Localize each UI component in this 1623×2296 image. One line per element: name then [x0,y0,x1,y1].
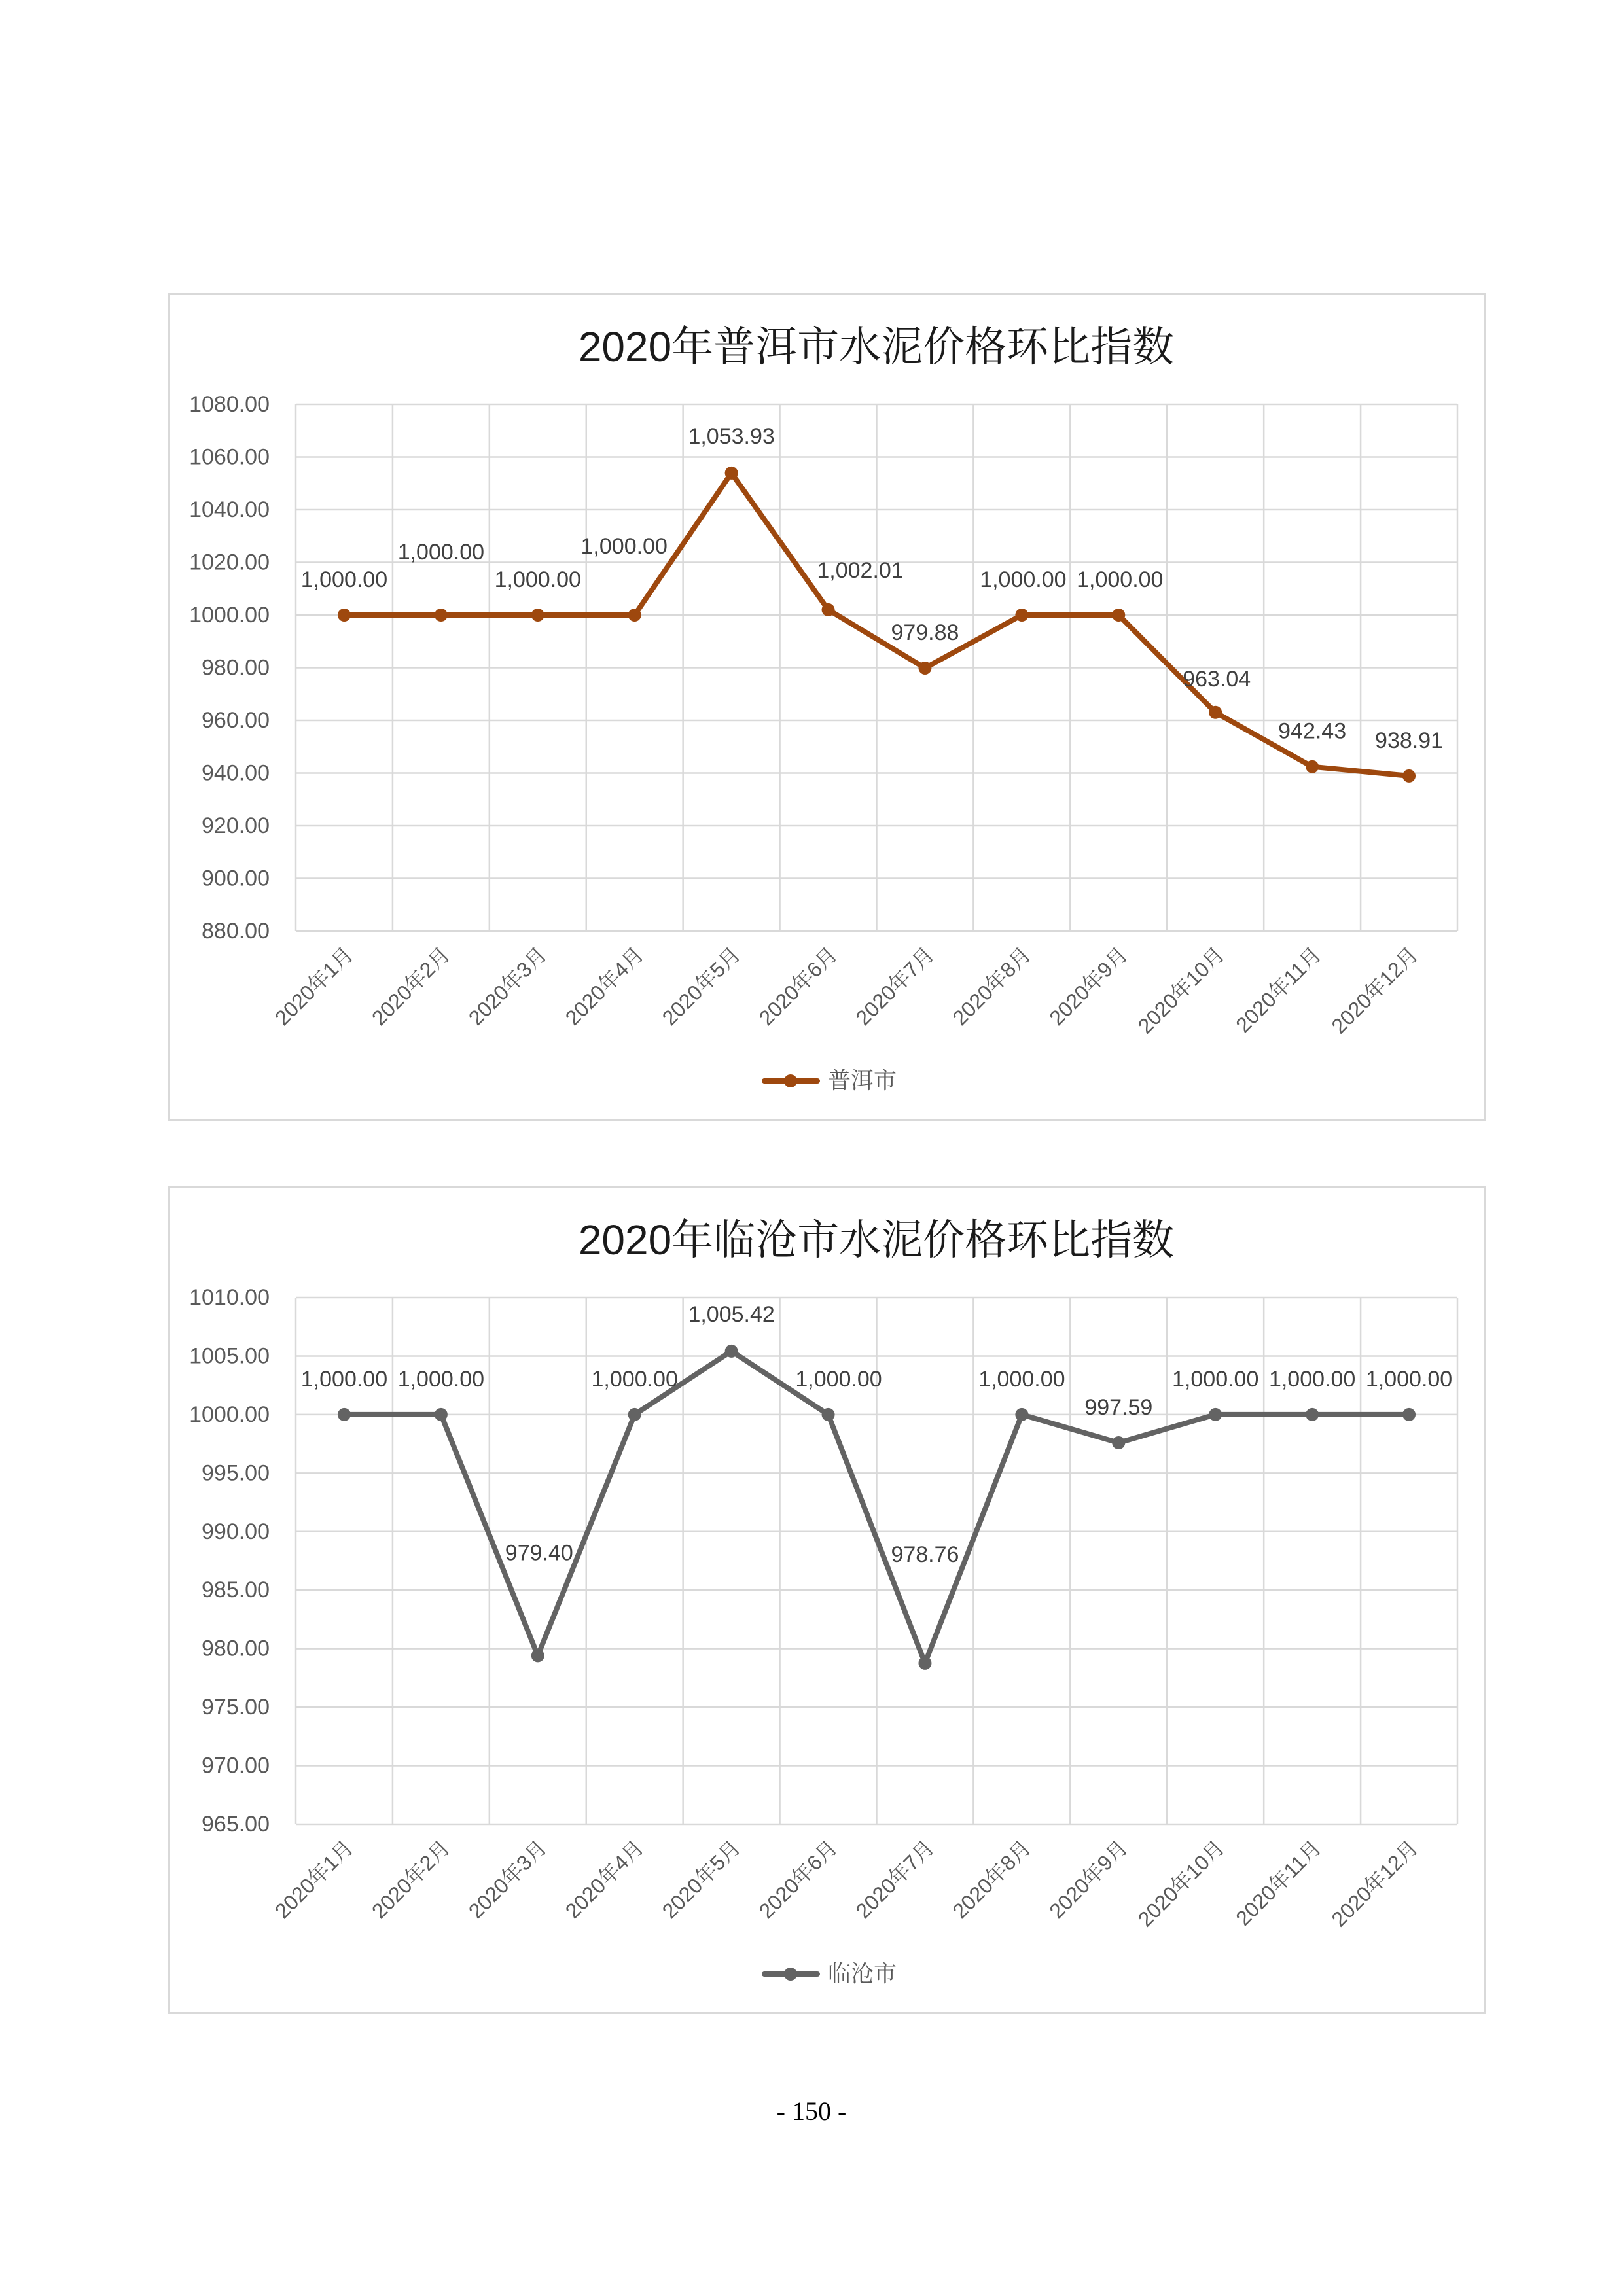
data-label: 1,000.00 [580,534,668,559]
data-label: 997.59 [1084,1395,1153,1421]
data-label: 938.91 [1375,728,1444,753]
data-point [1402,1408,1416,1421]
data-point [628,609,641,622]
data-point [1015,1408,1028,1421]
x-tick-label: 2020年8月 [948,942,1036,1030]
x-tick-label: 2020年6月 [754,1835,842,1923]
data-label: 1,002.01 [817,557,904,583]
legend-label: 临沧市 [828,1961,897,1987]
data-point [338,609,351,622]
y-tick-label: 975.00 [202,1695,270,1720]
data-point [918,1657,931,1670]
data-label: 979.40 [505,1540,573,1566]
data-point [435,609,448,622]
legend-label: 普洱市 [828,1068,897,1094]
y-tick-label: 980.00 [202,1636,270,1661]
data-label: 1,000.00 [980,567,1067,592]
data-label: 1,053.93 [688,423,775,449]
data-label: 979.88 [891,620,959,645]
data-label: 1,000.00 [591,1366,678,1392]
y-tick-label: 1020.00 [189,550,270,575]
x-tick-label: 2020年3月 [463,942,552,1030]
data-point [435,1408,448,1421]
x-tick-label: 2020年5月 [657,1835,745,1923]
data-label: 1,000.00 [397,540,485,565]
y-tick-label: 920.00 [202,813,270,838]
y-tick-label: 970.00 [202,1753,270,1778]
chart-title: 2020年普洱市水泥价格环比指数 [578,323,1175,370]
x-tick-label: 2020年4月 [560,1835,649,1923]
x-tick-label: 2020年3月 [463,1835,552,1923]
x-tick-label: 2020年11月 [1231,942,1326,1037]
x-tick-label: 2020年12月 [1327,942,1423,1038]
x-tick-label: 2020年5月 [657,942,745,1030]
y-tick-label: 1080.00 [189,392,270,417]
data-label: 1,000.00 [1365,1366,1453,1392]
x-tick-label: 2020年9月 [1044,1835,1133,1923]
chart-title: 2020年临沧市水泥价格环比指数 [578,1216,1175,1263]
data-label: 963.04 [1183,666,1251,692]
x-tick-label: 2020年12月 [1327,1835,1423,1932]
data-point [628,1408,641,1421]
y-tick-label: 990.00 [202,1519,270,1544]
data-label: 1,000.00 [1077,567,1164,592]
lincang-cement-index-chart [168,1186,1486,2014]
y-tick-label: 1040.00 [189,497,270,522]
data-point [822,1408,835,1421]
y-tick-label: 940.00 [202,760,270,786]
data-point [1015,609,1028,622]
data-point [531,1649,544,1662]
data-point [338,1408,351,1421]
x-tick-label: 2020年9月 [1044,942,1133,1030]
y-tick-label: 1005.00 [189,1343,270,1369]
x-tick-label: 2020年7月 [851,942,939,1030]
data-label: 1,000.00 [397,1366,485,1392]
data-point [1402,769,1416,783]
x-tick-label: 2020年8月 [948,1835,1036,1923]
x-tick-label: 2020年1月 [270,942,358,1030]
data-label: 1,000.00 [795,1366,882,1392]
data-label: 1,000.00 [300,567,388,592]
data-label: 1,000.00 [300,1366,388,1392]
data-label: 942.43 [1278,718,1347,744]
x-tick-label: 2020年1月 [270,1835,358,1923]
legend-swatch-marker [784,1074,797,1087]
puer-chart-svg [168,293,1486,1121]
data-point [725,1345,738,1358]
data-point [1112,1436,1125,1449]
data-point [725,467,738,480]
data-point [918,662,931,675]
data-point [531,609,544,622]
y-tick-label: 880.00 [202,919,270,944]
legend-swatch-marker [784,1968,797,1981]
data-label: 1,005.42 [688,1301,775,1327]
puer-cement-index-chart [168,293,1486,1121]
page-number: - 150 - [776,2096,847,2126]
x-tick-label: 2020年4月 [560,942,649,1030]
x-tick-label: 2020年10月 [1133,1835,1229,1932]
y-tick-label: 1000.00 [189,603,270,627]
y-tick-label: 1010.00 [189,1285,270,1310]
x-tick-label: 2020年7月 [851,1835,939,1923]
x-tick-label: 2020年11月 [1231,1835,1326,1930]
data-point [1306,760,1319,773]
y-tick-label: 960.00 [202,708,270,733]
x-tick-label: 2020年10月 [1133,942,1229,1038]
data-point [1306,1408,1319,1421]
y-tick-label: 1000.00 [189,1402,270,1427]
x-tick-label: 2020年2月 [366,1835,455,1923]
lincang-chart-svg [168,1186,1486,2014]
data-point [1209,1408,1222,1421]
y-tick-label: 965.00 [202,1812,270,1837]
data-point [822,603,835,616]
data-label: 1,000.00 [978,1366,1065,1392]
y-tick-label: 980.00 [202,655,270,680]
data-label: 1,000.00 [494,567,581,592]
y-tick-label: 985.00 [202,1578,270,1603]
y-tick-label: 900.00 [202,866,270,891]
data-label: 1,000.00 [1172,1366,1259,1392]
x-tick-label: 2020年2月 [366,942,455,1030]
data-label: 1,000.00 [1268,1366,1356,1392]
y-tick-label: 995.00 [202,1460,270,1486]
y-tick-label: 1060.00 [189,444,270,470]
data-point [1209,706,1222,719]
data-label: 978.76 [891,1542,959,1567]
x-tick-label: 2020年6月 [754,942,842,1030]
data-point [1112,609,1125,622]
